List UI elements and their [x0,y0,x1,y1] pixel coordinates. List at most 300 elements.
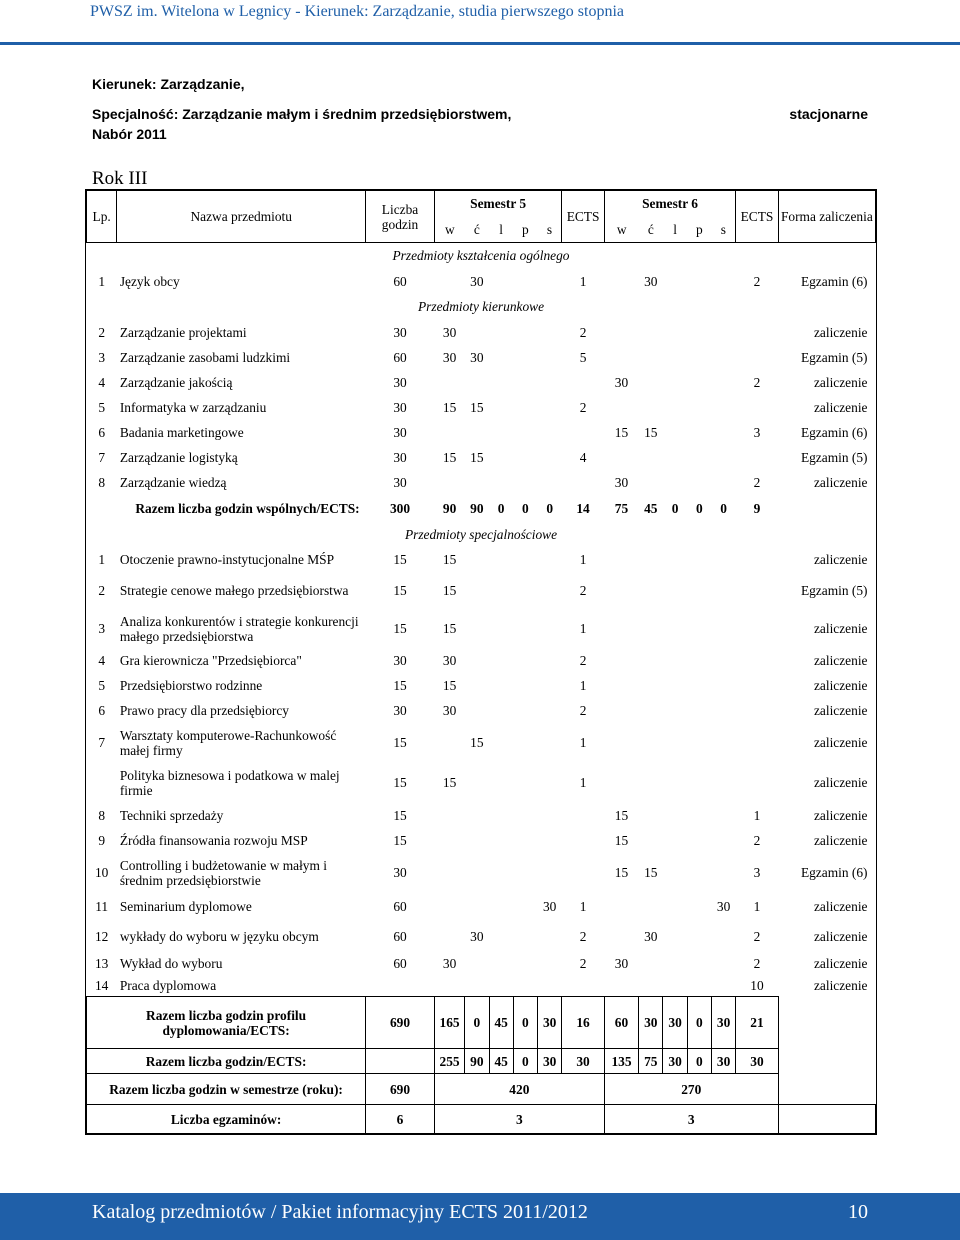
summary-value: 30 [711,1049,735,1074]
table-cell [711,470,735,495]
table-cell [465,853,489,893]
table-header-row [87,191,876,217]
table-cell [489,828,513,853]
table-cell [489,610,513,648]
summary-value: 255 [434,1049,464,1074]
summary-value: 75 [639,1049,663,1074]
table-cell [538,572,562,610]
table-cell [434,803,464,828]
table-cell [639,763,663,803]
table-cell [639,445,663,470]
table-cell [711,420,735,445]
summary-empty [778,495,875,522]
table-cell [489,803,513,828]
table-cell [513,345,537,370]
table-cell [663,269,687,294]
table-cell [538,920,562,953]
table-cell [604,673,638,698]
table-cell [639,395,663,420]
section-kierunkowe [87,294,876,320]
summary-value: 60 [604,997,638,1049]
table-cell [639,723,663,763]
table-cell [562,803,604,828]
table-cell [434,420,464,445]
table-cell [687,763,711,803]
table-cell [711,853,735,893]
table-cell [465,648,489,673]
subject-name: Prawo pracy dla przedsiębiorcy [119,702,290,718]
table-cell [538,723,562,763]
table-cell [465,320,489,345]
table-cell: 1 [753,898,761,914]
header-sub: s [711,217,735,243]
meta-nabor: Nabór 2011 [92,126,167,142]
row-number: 8 [98,807,106,823]
subject-name: Zarządzanie projektami [119,324,247,340]
summary-value: 0 [546,500,554,516]
table-cell [639,345,663,370]
table-cell [687,470,711,495]
section-specjalnosciowe-label: Przedmioty specjalnościowe [404,527,558,542]
assessment-form: zaliczenie [813,677,868,693]
table-cell [687,269,711,294]
table-cell [513,445,537,470]
table-row [87,803,876,828]
table-cell: 15 [442,449,457,465]
summary-empty [778,997,875,1049]
table-cell [604,572,638,610]
table-cell: 15 [442,552,457,567]
summary-value: 30 [736,1049,778,1074]
header-sub: s [538,217,562,243]
header-sub: ć [639,217,663,243]
table-cell: 2 [753,956,761,971]
table-cell [736,610,778,648]
row-number: 4 [98,374,106,390]
table-row [87,893,876,920]
table-cell [663,370,687,395]
subject-name: Źródła finansowania rozwoju MSP [119,832,308,848]
table-cell [465,470,489,495]
summary-value: 90 [465,1049,489,1074]
table-row [87,723,876,763]
table-cell [489,320,513,345]
summary-row-godzin [87,1049,876,1074]
summary-value: 30 [663,1049,687,1074]
table-cell: 2 [579,652,587,668]
table-cell [538,269,562,294]
table-cell [736,345,778,370]
summary-total: 6 [366,1105,435,1134]
section-specjalnosciowe [87,522,876,548]
assessment-form: zaliczenie [813,374,868,390]
subject-name: Analiza konkurentów i strategie konkurencji małego przedsiębiorstwa [119,613,359,644]
table-cell [489,893,513,920]
table-cell [687,420,711,445]
table-cell [639,370,663,395]
table-cell [663,828,687,853]
table-cell [489,395,513,420]
table-row [87,345,876,370]
table-cell [465,893,489,920]
table-cell: 30 [716,898,731,914]
header-sub: w [434,217,464,243]
table-row [87,420,876,445]
table-cell [513,698,537,723]
summary-value: 0 [465,997,489,1049]
table-cell [639,828,663,853]
table-cell [639,893,663,920]
summary-label: Razem liczba godzin wspólnych/ECTS: [135,500,360,516]
subject-name: Warsztaty komputerowe-Rachunkowość małej firmy [119,727,337,758]
table-row [87,673,876,698]
summary-value: 0 [671,500,679,516]
table-cell [434,828,464,853]
assessment-form: Egzamin (5) [800,349,868,365]
hours-total: 15 [393,735,407,750]
subject-name: Zarządzanie logistyką [119,449,238,465]
summary-value: 45 [489,1049,513,1074]
table-cell [736,572,778,610]
table-cell [538,763,562,803]
meta-specjalnosc: Specjalność: Zarządzanie małym i średnim przedsiębiorstwem, [92,106,512,122]
table-cell [465,975,489,997]
table-cell [687,893,711,920]
summary-value: 0 [687,997,711,1049]
table-cell [663,648,687,673]
table-cell [562,470,604,495]
table-cell: 15 [644,424,658,440]
table-cell: 2 [753,474,761,490]
table-cell [604,345,638,370]
row-number: 9 [98,832,106,848]
table-cell [687,673,711,698]
table-cell: 5 [579,349,587,365]
table-cell [513,953,537,975]
row-number: 13 [94,956,109,971]
summary-value: 9 [753,500,761,516]
summary-value: 0 [720,500,727,516]
assessment-form: zaliczenie [813,702,868,718]
table-cell [489,920,513,953]
header-title: PWSZ im. Witelona w Legnicy - Kierunek: Zarządzanie, studia pierwszego stopnia [90,3,625,20]
row-number: 4 [98,652,106,668]
table-cell [687,395,711,420]
subject-name: Strategie cenowe małego przedsiębiorstwa [119,583,349,598]
table-cell [711,673,735,698]
table-cell: 15 [470,735,484,750]
table-cell [538,445,562,470]
table-cell [513,610,537,648]
table-cell [736,673,778,698]
table-cell [687,803,711,828]
header-semestr-5: Semestr 5 [434,191,561,217]
table-cell [489,975,513,997]
table-cell [434,975,464,997]
table-cell [538,975,562,997]
table-cell [711,975,735,997]
hours-total: 15 [393,621,407,636]
table-cell [489,345,513,370]
page-header [0,0,960,45]
row-number: 11 [95,898,109,914]
table-cell [538,345,562,370]
table-cell [604,269,638,294]
summary-sem6: 3 [604,1105,778,1134]
table-row [87,953,876,975]
table-cell [513,269,537,294]
table-cell: 15 [644,865,658,880]
table-cell [736,548,778,572]
hours-total: 15 [393,775,407,790]
table-cell [639,953,663,975]
table-cell [687,920,711,953]
table-cell: 30 [470,273,484,289]
table-cell [711,828,735,853]
table-cell [604,648,638,673]
table-cell [687,445,711,470]
table-cell [513,648,537,673]
table-cell [465,673,489,698]
summary-value: 165 [434,997,464,1049]
summary-row-semestr [87,1074,876,1105]
table-cell [736,723,778,763]
summary-value: 0 [522,500,529,516]
table-cell [663,763,687,803]
table-cell [711,445,735,470]
table-cell [604,723,638,763]
summary-empty [778,1105,875,1134]
table-cell: 2 [579,928,587,944]
table-cell [538,420,562,445]
table-cell [434,370,464,395]
table-cell [711,548,735,572]
table-cell [538,953,562,975]
subject-name: Polityka biznesowa i podatkowa w malej firmie [119,767,340,798]
table-cell [513,920,537,953]
table-cell: 15 [442,399,457,415]
table-cell [604,395,638,420]
table-cell [513,320,537,345]
summary-sem5: 3 [434,1105,604,1134]
table-cell [711,803,735,828]
header-sub: l [489,217,513,243]
table-cell: 3 [753,424,761,440]
table-cell [604,445,638,470]
hours-total: 30 [393,865,407,880]
table-cell [513,853,537,893]
table-cell [513,763,537,803]
table-cell [489,953,513,975]
header-ects-5: ECTS [562,191,604,243]
table-cell [434,920,464,953]
section-ogolne-label: Przedmioty kształcenia ogólnego [392,248,570,264]
table-cell [663,572,687,610]
table-cell: 15 [442,621,457,636]
table-cell [489,572,513,610]
row-number: 10 [94,865,109,880]
table-cell [465,698,489,723]
table-cell [711,953,735,975]
hours-total: 60 [393,956,407,971]
table-cell [711,648,735,673]
table-cell [711,763,735,803]
hours-total: 15 [393,832,407,848]
assessment-form: zaliczenie [813,978,868,993]
table-cell [687,572,711,610]
table-cell [711,269,735,294]
table-cell: 1 [579,735,587,750]
hours-total: 60 [393,928,407,944]
table-cell [562,370,604,395]
table-cell [736,320,778,345]
table-cell: 30 [442,702,457,718]
table-cell: 15 [614,424,629,440]
assessment-form: zaliczenie [813,399,868,415]
table-cell [639,548,663,572]
summary-value: 30 [562,1049,604,1074]
table-row [87,763,876,803]
table-cell: 2 [579,956,587,971]
table-cell [711,610,735,648]
table-cell [687,548,711,572]
summary-value: 300 [389,500,411,516]
header-lp: Lp. [87,191,117,243]
table-cell: 30 [470,928,484,944]
table-row [87,269,876,294]
subject-name: Język obcy [119,273,180,289]
hours-total: 15 [393,807,407,823]
year-label: Rok III [92,168,148,189]
table-cell: 15 [442,775,457,790]
table-cell [434,723,464,763]
summary-value: 14 [576,500,590,516]
assessment-form: Egzamin (6) [800,424,868,440]
table-cell [687,345,711,370]
summary-value [366,1049,435,1074]
table-cell [663,975,687,997]
table-cell: 15 [614,865,629,880]
table-cell: 1 [753,807,761,823]
row-number: 2 [98,583,106,598]
row-number: 12 [94,928,109,944]
table-cell [663,610,687,648]
table-cell [663,803,687,828]
table-cell: 15 [442,583,457,598]
subject-name: Praca dyplomowa [119,977,217,993]
table-cell: 10 [750,977,764,993]
table-cell: 15 [442,677,457,693]
table-cell: 1 [579,898,587,914]
table-cell: 2 [753,928,761,944]
table-cell [663,920,687,953]
table-cell [639,975,663,997]
table-cell [639,470,663,495]
subject-name: Seminarium dyplomowe [119,898,252,914]
table-cell [513,470,537,495]
table-cell: 30 [442,956,457,971]
table-cell [489,648,513,673]
summary-value: 30 [663,997,687,1049]
table-cell: 30 [614,374,629,390]
subject-name: wykłady do wyboru w języku obcym [119,928,319,944]
assessment-form: zaliczenie [813,324,868,340]
table-cell [489,853,513,893]
assessment-form: zaliczenie [813,552,868,567]
row-number: 7 [98,449,106,465]
table-cell: 30 [442,349,457,365]
table-cell: 1 [579,775,587,790]
table-cell [736,698,778,723]
table-cell [687,320,711,345]
table-cell [711,572,735,610]
table-cell [736,763,778,803]
table-cell [434,470,464,495]
table-cell: 30 [614,474,629,490]
subject-name: Zarządzanie jakością [119,374,233,390]
table-cell [663,893,687,920]
page-footer [0,1193,960,1240]
subject-name: Badania marketingowe [119,424,244,440]
row-number: 5 [98,677,106,693]
table-cell [538,320,562,345]
table-cell [465,828,489,853]
table-cell [711,920,735,953]
table-row [87,572,876,610]
table-row [87,395,876,420]
table-cell: 4 [579,449,587,465]
row-number: 2 [98,324,106,340]
meta-tryb: stacjonarne [789,106,868,122]
summary-value: 45 [644,500,658,516]
table-cell [513,893,537,920]
table-row [87,648,876,673]
table-cell [687,828,711,853]
table-cell [639,320,663,345]
hours-total: 30 [393,449,407,465]
table-cell [663,953,687,975]
subject-name: Przedsiębiorstwo rodzinne [119,677,263,693]
assessment-form: zaliczenie [813,898,868,914]
table-cell [711,320,735,345]
table-cell [513,420,537,445]
table-cell [562,975,604,997]
section-ogolne [87,243,876,269]
table-cell [489,763,513,803]
hours-total: 30 [393,374,407,390]
table-cell [434,893,464,920]
table-cell [434,853,464,893]
table-cell [489,470,513,495]
summary-label: Liczba egzaminów: [87,1105,366,1134]
hours-total: 30 [393,702,407,718]
row-number: 3 [98,349,106,365]
row-number: 1 [98,552,106,567]
table-cell [513,673,537,698]
table-cell [513,548,537,572]
table-cell [663,320,687,345]
table-cell [604,893,638,920]
summary-row-profil [87,997,876,1049]
table-cell [562,420,604,445]
footer-title: Katalog przedmiotów / Pakiet informacyjny ECTS 2011/2012 [92,1201,588,1223]
table-row [87,920,876,953]
table-cell [465,420,489,445]
table-cell [711,698,735,723]
table-cell: 30 [644,928,658,944]
table-cell: 1 [579,273,587,289]
table-cell [687,975,711,997]
